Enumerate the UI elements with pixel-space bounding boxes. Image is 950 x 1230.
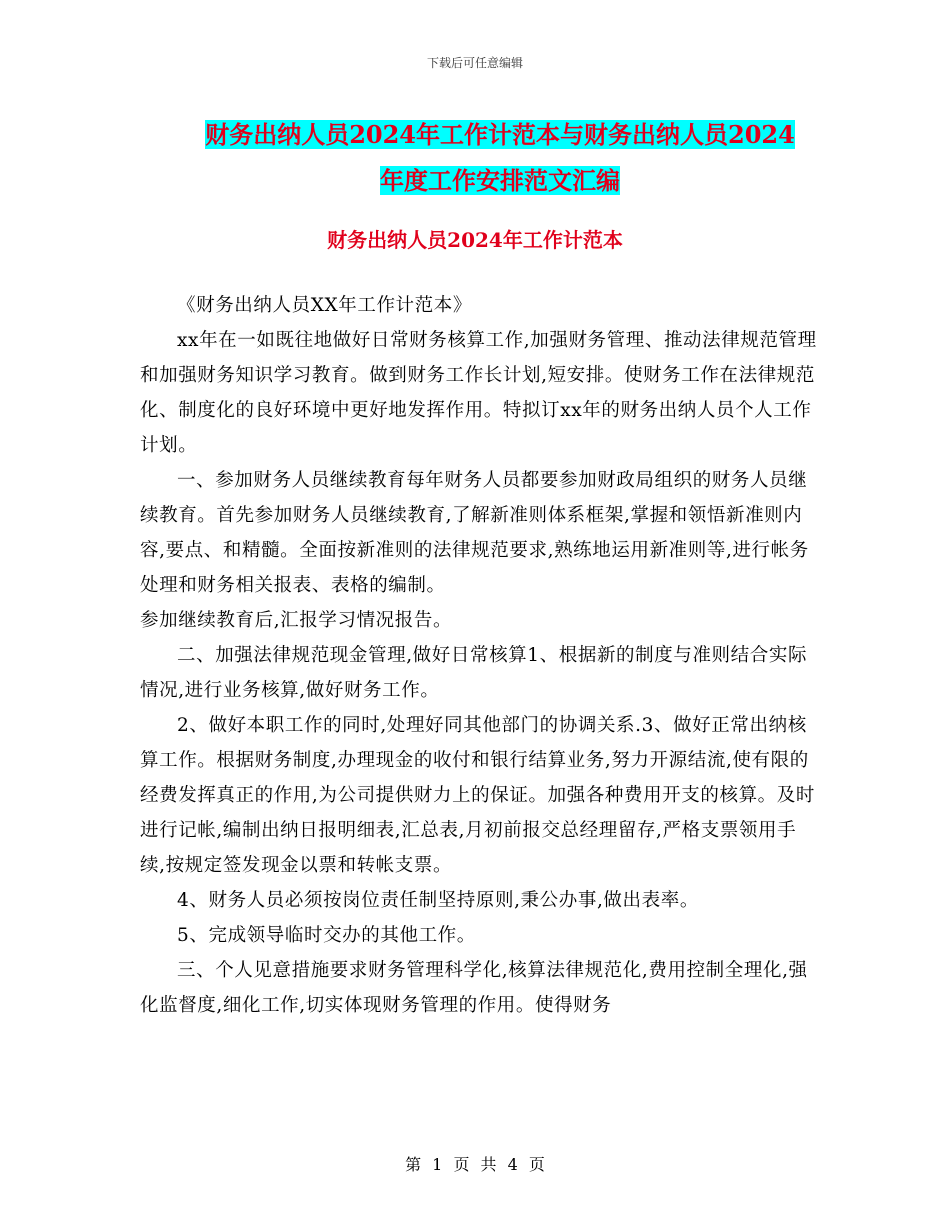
paragraph-other-tasks: 5、完成领导临时交办的其他工作。 — [177, 925, 476, 946]
document-title — [140, 112, 860, 204]
document-title-line-2: 年度工作安排范文汇编 — [380, 166, 620, 195]
section-title: 财务出纳人员2024年工作计范本 — [327, 228, 623, 252]
paragraph-coordination: 2、做好本职工作的同时,处理好同其他部门的协调关系.3、做好正常出纳核算工作。根据财务制度,办理现金的收付和银行结算业务,努力开源结流,使有限的经费发挥真正的作用,为公司提供财力上的保证。加强各种费用开支的核算。及时进行记帐,编制出纳日报明细表,汇总表,月初前报交总经理留存,严格支票领用手续,按规定签发现金以票和转帐支票。 — [140, 715, 815, 876]
paragraph-cash-management: 二、加强法律规范现金管理,做好日常核算1、根据新的制度与准则结合实际情况,进行业务核算,做好财务工作。 — [140, 645, 808, 701]
paragraph-report: 参加继续教育后,汇报学习情况报告。 — [140, 610, 453, 631]
header-note: 下载后可任意编辑 — [426, 56, 523, 70]
paragraph-responsibility: 4、财务人员必须按岗位责任制坚持原则,秉公办事,做出表率。 — [177, 890, 699, 911]
paragraph-book-title: 《财务出纳人员XX年工作计范本》 — [177, 295, 472, 316]
paragraph-measures: 三、个人见意措施要求财务管理科学化,核算法律规范化,费用控制全理化,强化监督度,细化工作,切实体现财务管理的作用。使得财务 — [140, 960, 808, 1016]
paragraph-continuing-education: 一、参加财务人员继续教育每年财务人员都要参加财政局组织的财务人员继续教育。首先参加财务人员继续教育,了解新准则体系框架,掌握和领悟新准则内容,要点、和精髓。全面按新准则的法律规范要求,熟练地运用新准则等,进行帐务处理和财务相关报表、表格的编制。 — [140, 470, 809, 596]
document-body — [140, 288, 820, 1023]
document-title-line-1: 财务出纳人员2024年工作计范本与财务出纳人员2024 — [205, 120, 795, 149]
paragraph-intro: xx年在一如既往地做好日常财务核算工作,加强财务管理、推动法律规范管理和加强财务知识学习教育。做到财务工作长计划,短安排。使财务工作在法律规范化、制度化的良好环境中更好地发挥作用。特拟订xx年的财务出纳人员个人工作计划。 — [140, 330, 817, 456]
page-number-footer: 第 1 页 共 4 页 — [405, 1155, 545, 1174]
